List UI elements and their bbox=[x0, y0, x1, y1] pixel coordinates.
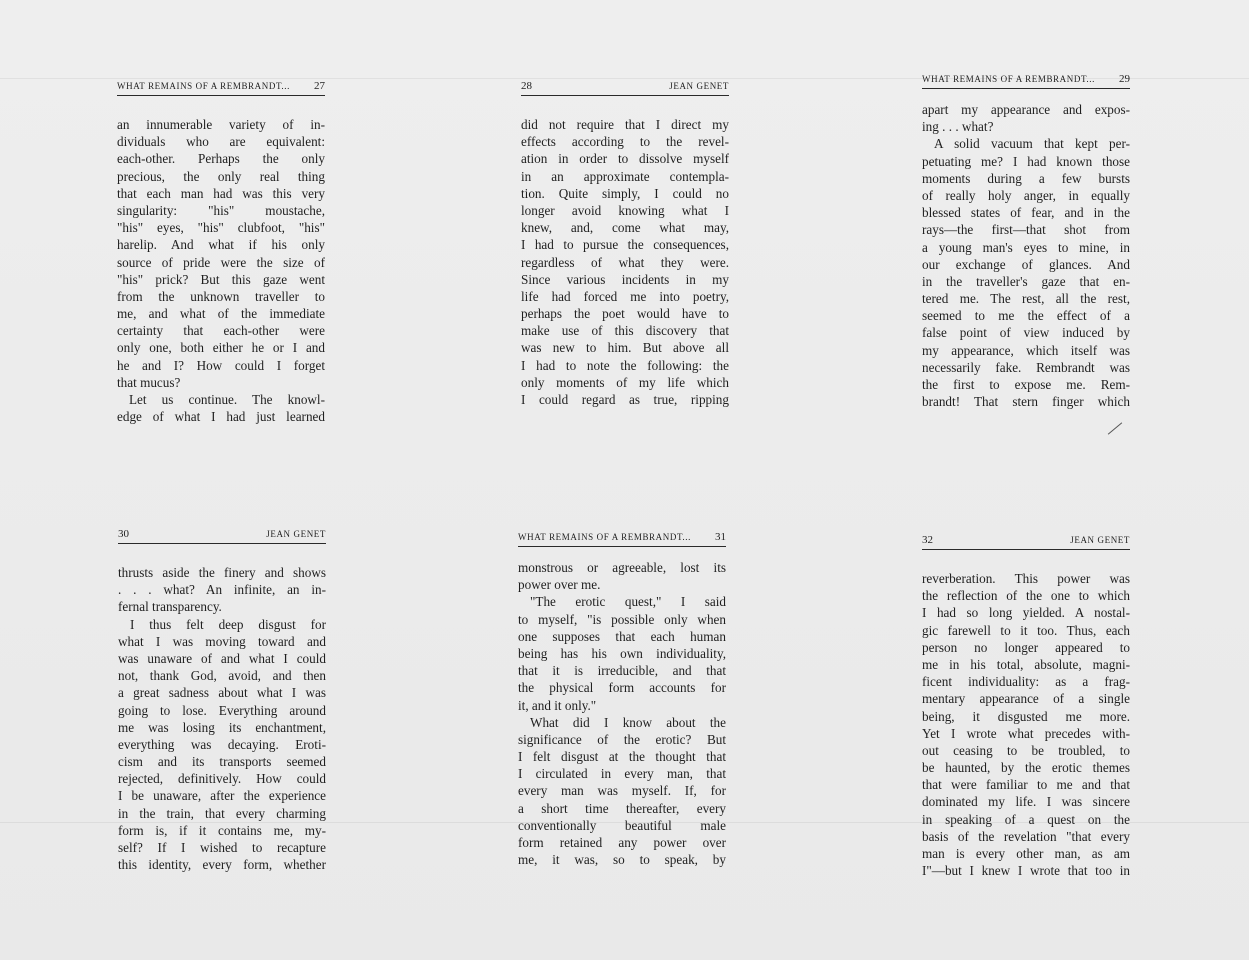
text-line: me, it was, so to speak, by bbox=[518, 852, 726, 868]
text-line: out ceasing to be troubled, to bbox=[922, 742, 1130, 758]
text-line: I"—but I knew I wrote that too in bbox=[922, 863, 1130, 879]
text-line: regardless of what they were. bbox=[521, 254, 729, 270]
page-header bbox=[922, 534, 1130, 550]
text-line: each-other. Perhaps the only bbox=[117, 151, 325, 167]
text-line: blessed states of fear, and in the bbox=[922, 205, 1130, 221]
text-line: what I was moving toward and bbox=[118, 633, 326, 649]
text-line: brandt! That stern finger which bbox=[922, 394, 1130, 410]
page-number: 29 bbox=[1119, 73, 1130, 85]
text-line: longer avoid knowing what I bbox=[521, 202, 729, 218]
text-line: to myself, "is possible only when bbox=[518, 611, 726, 627]
running-head: JEAN GENET bbox=[266, 529, 326, 539]
text-line: dominated my life. I was sincere bbox=[922, 794, 1130, 810]
text-line: significance of the erotic? But bbox=[518, 731, 726, 747]
text-line: "his" eyes, "his" clubfoot, "his" bbox=[117, 220, 325, 236]
text-line: going to lose. Everything around bbox=[118, 702, 326, 718]
running-head: WHAT REMAINS OF A REMBRANDT... bbox=[518, 532, 691, 542]
page-number: 32 bbox=[922, 534, 933, 546]
running-head: WHAT REMAINS OF A REMBRANDT... bbox=[117, 81, 290, 91]
text-line: being, it disgusted me more. bbox=[922, 708, 1130, 724]
book-page-27 bbox=[117, 80, 325, 425]
page-text bbox=[117, 116, 325, 425]
text-line: an innumerable variety of in- bbox=[117, 117, 325, 132]
page-text bbox=[521, 116, 729, 408]
page-text bbox=[118, 564, 326, 873]
text-line: reverberation. This power was bbox=[922, 571, 1130, 586]
text-line: in the train, that every charming bbox=[118, 805, 326, 821]
page-text bbox=[518, 559, 726, 868]
text-line: I thus felt deep disgust for bbox=[130, 616, 326, 632]
text-line: ficent individuality: as a frag- bbox=[922, 674, 1130, 690]
running-head: JEAN GENET bbox=[669, 81, 729, 91]
text-line: power over me. bbox=[518, 577, 601, 593]
running-head: WHAT REMAINS OF A REMBRANDT... bbox=[922, 74, 1095, 84]
text-line: man is every other man, as am bbox=[922, 846, 1130, 861]
text-line: it, and it only." bbox=[518, 697, 597, 713]
text-line: a young man's eyes to mine, in bbox=[922, 239, 1130, 255]
text-line: I could regard as true, ripping bbox=[521, 392, 729, 407]
book-page-29 bbox=[922, 73, 1130, 410]
book-page-30 bbox=[118, 528, 326, 873]
text-line: did not require that I direct my bbox=[521, 117, 729, 132]
text-line: petuating me? I had known those bbox=[922, 153, 1130, 169]
page-number: 31 bbox=[715, 531, 726, 543]
text-line: false point of view induced by bbox=[922, 325, 1130, 341]
text-line: mentary appearance of a single bbox=[922, 691, 1130, 707]
text-line: the physical form accounts for bbox=[518, 680, 726, 696]
text-line: in the traveller's gaze that en- bbox=[922, 273, 1130, 289]
text-line: that it is irreducible, and that bbox=[518, 663, 726, 679]
text-line: conventionally beautiful male bbox=[518, 817, 726, 833]
text-line: I had to note the following: the bbox=[521, 357, 729, 373]
text-line: make use of this discovery that bbox=[521, 323, 729, 339]
text-line: singularity: "his" moustache, bbox=[117, 202, 325, 218]
page-number: 27 bbox=[314, 80, 325, 92]
text-line: A solid vacuum that kept per- bbox=[934, 136, 1130, 152]
text-line: basis of the revelation "that every bbox=[922, 828, 1130, 844]
text-line: . . . what? An infinite, an in- bbox=[118, 582, 326, 598]
text-line: was unaware of and what I could bbox=[118, 650, 326, 666]
text-line: "The erotic quest," I said bbox=[530, 594, 726, 610]
text-line: certainty that each-other were bbox=[117, 323, 325, 339]
text-line: not, thank God, avoid, and then bbox=[118, 668, 326, 684]
text-line: me in his total, absolute, magni- bbox=[922, 656, 1130, 672]
page-header bbox=[117, 80, 325, 96]
text-line: person no longer appeared to bbox=[922, 639, 1130, 655]
text-line: effects according to the revel- bbox=[521, 134, 729, 150]
text-line: that mucus? bbox=[117, 374, 181, 390]
text-line: ation in order to dissolve myself bbox=[521, 151, 729, 167]
text-line: perhaps the poet would have to bbox=[521, 306, 729, 322]
text-line: me was losing its enchantment, bbox=[118, 719, 326, 735]
book-page-31 bbox=[518, 531, 726, 868]
text-line: I felt disgust at the thought that bbox=[518, 749, 726, 765]
page-header bbox=[118, 528, 326, 544]
text-line: only moments of my life which bbox=[521, 374, 729, 390]
text-line: life had forced me into poetry, bbox=[521, 288, 729, 304]
text-line: only one, both either he or I and bbox=[117, 340, 325, 356]
text-line: I be unaware, after the experience bbox=[118, 788, 326, 804]
text-line: I had so long yielded. A nostal- bbox=[922, 605, 1130, 621]
text-line: apart my appearance and expos- bbox=[922, 102, 1130, 117]
text-line: gic farewell to it too. Thus, each bbox=[922, 622, 1130, 638]
text-line: was new to him. But above all bbox=[521, 340, 729, 356]
text-line: a short time thereafter, every bbox=[518, 800, 726, 816]
text-line: rejected, definitively. How could bbox=[118, 771, 326, 787]
text-line: source of pride were the size of bbox=[117, 254, 325, 270]
text-line: cism and its transports seemed bbox=[118, 754, 326, 770]
text-line: dividuals who are equivalent: bbox=[117, 134, 325, 150]
text-line: form retained any power over bbox=[518, 835, 726, 850]
text-line: that were familiar to me and that bbox=[922, 777, 1130, 793]
text-line: I had to pursue the consequences, bbox=[521, 237, 729, 253]
book-page-32 bbox=[922, 534, 1130, 879]
text-line: tered me. The rest, all the rest, bbox=[922, 291, 1130, 307]
text-line: me, and what of the immediate bbox=[117, 306, 325, 322]
pencil-mark bbox=[1108, 422, 1122, 434]
book-page-28 bbox=[521, 80, 729, 408]
text-line: What did I know about the bbox=[530, 714, 726, 730]
text-line: every man was myself. If, for bbox=[518, 783, 726, 799]
text-line: Yet I wrote what precedes with- bbox=[922, 725, 1130, 741]
text-line: of really holy anger, in equally bbox=[922, 187, 1130, 203]
text-line: necessarily fake. Rembrandt was bbox=[922, 359, 1130, 375]
page-text bbox=[922, 570, 1130, 879]
text-line: a great sadness about what I was bbox=[118, 685, 326, 701]
running-head: JEAN GENET bbox=[1070, 535, 1130, 545]
text-line: moments during a few bursts bbox=[922, 170, 1130, 186]
text-line: rays—the first—that shot from bbox=[922, 222, 1130, 238]
text-line: this identity, every form, whether bbox=[118, 857, 326, 873]
text-line: everything was decaying. Eroti- bbox=[118, 736, 326, 752]
page-header bbox=[922, 73, 1130, 89]
text-line: he and I? How could I forget bbox=[117, 357, 325, 373]
page-number: 28 bbox=[521, 80, 532, 92]
text-line: edge of what I had just learned bbox=[117, 409, 325, 425]
text-line: fernal transparency. bbox=[118, 599, 222, 615]
text-line: the first to expose me. Rem- bbox=[922, 377, 1130, 392]
text-line: "his" prick? But this gaze went bbox=[117, 271, 325, 287]
text-line: my appearance, which itself was bbox=[922, 342, 1130, 358]
text-line: thrusts aside the finery and shows bbox=[118, 565, 326, 580]
text-line: be haunted, by the erotic themes bbox=[922, 760, 1130, 776]
text-line: being has his own individuality, bbox=[518, 645, 726, 661]
text-line: that each man had was this very bbox=[117, 185, 325, 201]
text-line: Since various incidents in my bbox=[521, 271, 729, 287]
text-line: knew, and, come what may, bbox=[521, 220, 729, 236]
text-line: one supposes that each human bbox=[518, 628, 726, 644]
text-line: self? If I wished to recapture bbox=[118, 840, 326, 855]
text-line: tion. Quite simply, I could no bbox=[521, 185, 729, 201]
text-line: from the unknown traveller to bbox=[117, 288, 325, 304]
text-line: form is, if it contains me, my- bbox=[118, 822, 326, 838]
text-line: harelip. And what if his only bbox=[117, 237, 325, 253]
text-line: in speaking of a quest on the bbox=[922, 811, 1130, 827]
text-line: in an approximate contempla- bbox=[521, 168, 729, 184]
text-line: Let us continue. The knowl- bbox=[129, 392, 325, 407]
text-line: our exchange of glances. And bbox=[922, 256, 1130, 272]
text-line: precious, the only real thing bbox=[117, 168, 325, 184]
page-number: 30 bbox=[118, 528, 129, 540]
text-line: ing . . . what? bbox=[922, 119, 994, 135]
text-line: I circulated in every man, that bbox=[518, 766, 726, 782]
text-line: seemed to me the effect of a bbox=[922, 308, 1130, 324]
page-header bbox=[518, 531, 726, 547]
text-line: monstrous or agreeable, lost its bbox=[518, 560, 726, 575]
page-header bbox=[521, 80, 729, 96]
page-text bbox=[922, 101, 1130, 410]
text-line: the reflection of the one to which bbox=[922, 588, 1130, 604]
